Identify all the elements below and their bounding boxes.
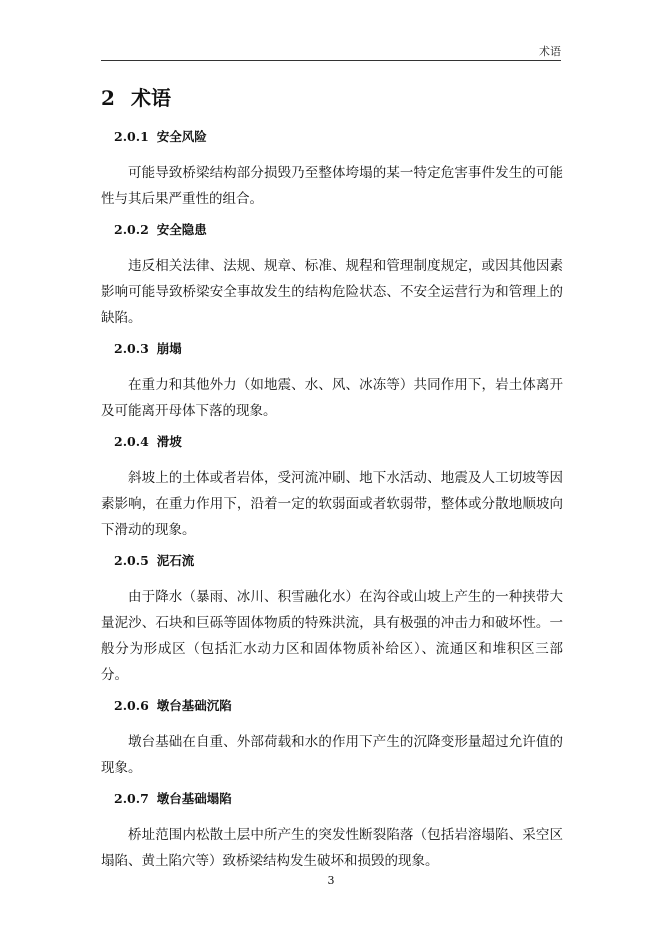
term-code: 2.0.7: [114, 791, 149, 806]
term-heading: [101, 697, 563, 715]
term-name: 泥石流: [156, 553, 195, 568]
term-heading: [101, 221, 563, 239]
running-header: 术语: [539, 45, 561, 58]
page-number: 3: [327, 874, 335, 887]
term-name: 安全隐患: [156, 222, 207, 237]
chapter-name: 术语: [131, 86, 171, 110]
term-2-0-5: [101, 552, 563, 688]
term-definition: 在重力和其他外力（如地震、水、风、冰冻等）共同作用下，岩土体离开及可能离开母体下落的现象。: [101, 377, 563, 419]
term-2-0-6: [101, 697, 563, 781]
term-name: 滑坡: [156, 434, 182, 449]
term-definition: 桥址范围内松散土层中所产生的突发性断裂陷落（包括岩溶塌陷、采空区塌陷、黄土陷穴等）致桥梁结构发生破坏和损毁的现象。: [101, 827, 563, 869]
term-definition: 可能导致桥梁结构部分损毁乃至整体垮塌的某一特定危害事件发生的可能性与其后果严重性的组合。: [101, 165, 563, 207]
term-code: 2.0.4: [114, 434, 149, 449]
term-heading: [101, 790, 563, 808]
term-2-0-1: [101, 128, 563, 212]
term-definition: 由于降水（暴雨、冰川、积雪融化水）在沟谷或山坡上产生的一种挟带大量泥沙、石块和巨砾等固体物质的特殊洪流，具有极强的冲击力和破坏性。一般分为形成区（包括汇水动力区和固体物质补给区）、流通区和堆积区三部分。: [101, 589, 563, 683]
term-name: 墩台基础沉陷: [156, 698, 232, 713]
term-heading: [101, 552, 563, 570]
term-name: 崩塌: [156, 341, 182, 356]
term-code: 2.0.3: [114, 341, 149, 356]
term-definition: 斜坡上的土体或者岩体，受河流冲刷、地下水活动、地震及人工切坡等因素影响，在重力作用下，沿着一定的软弱面或者软弱带，整体或分散地顺坡向下滑动的现象。: [101, 470, 563, 538]
term-definition: 墩台基础在自重、外部荷载和水的作用下产生的沉降变形量超过允许值的现象。: [101, 734, 563, 776]
term-definition: 违反相关法律、法规、规章、标准、规程和管理制度规定，或因其他因素影响可能导致桥梁安全事故发生的结构危险状态、不安全运营行为和管理上的缺陷。: [101, 258, 563, 326]
term-code: 2.0.6: [114, 698, 149, 713]
term-code: 2.0.2: [114, 222, 149, 237]
term-code: 2.0.5: [114, 553, 149, 568]
chapter-number: 2: [101, 86, 115, 110]
header-rule: [101, 60, 561, 61]
term-2-0-4: [101, 433, 563, 543]
term-heading: [101, 340, 563, 358]
term-name: 墩台基础塌陷: [156, 791, 232, 806]
term-2-0-7: [101, 790, 563, 874]
term-2-0-2: [101, 221, 563, 331]
chapter-title: [101, 84, 563, 112]
page-content: [101, 84, 563, 883]
term-heading: [101, 433, 563, 451]
term-heading: [101, 128, 563, 146]
term-name: 安全风险: [156, 129, 207, 144]
term-2-0-3: [101, 340, 563, 424]
term-code: 2.0.1: [114, 129, 149, 144]
